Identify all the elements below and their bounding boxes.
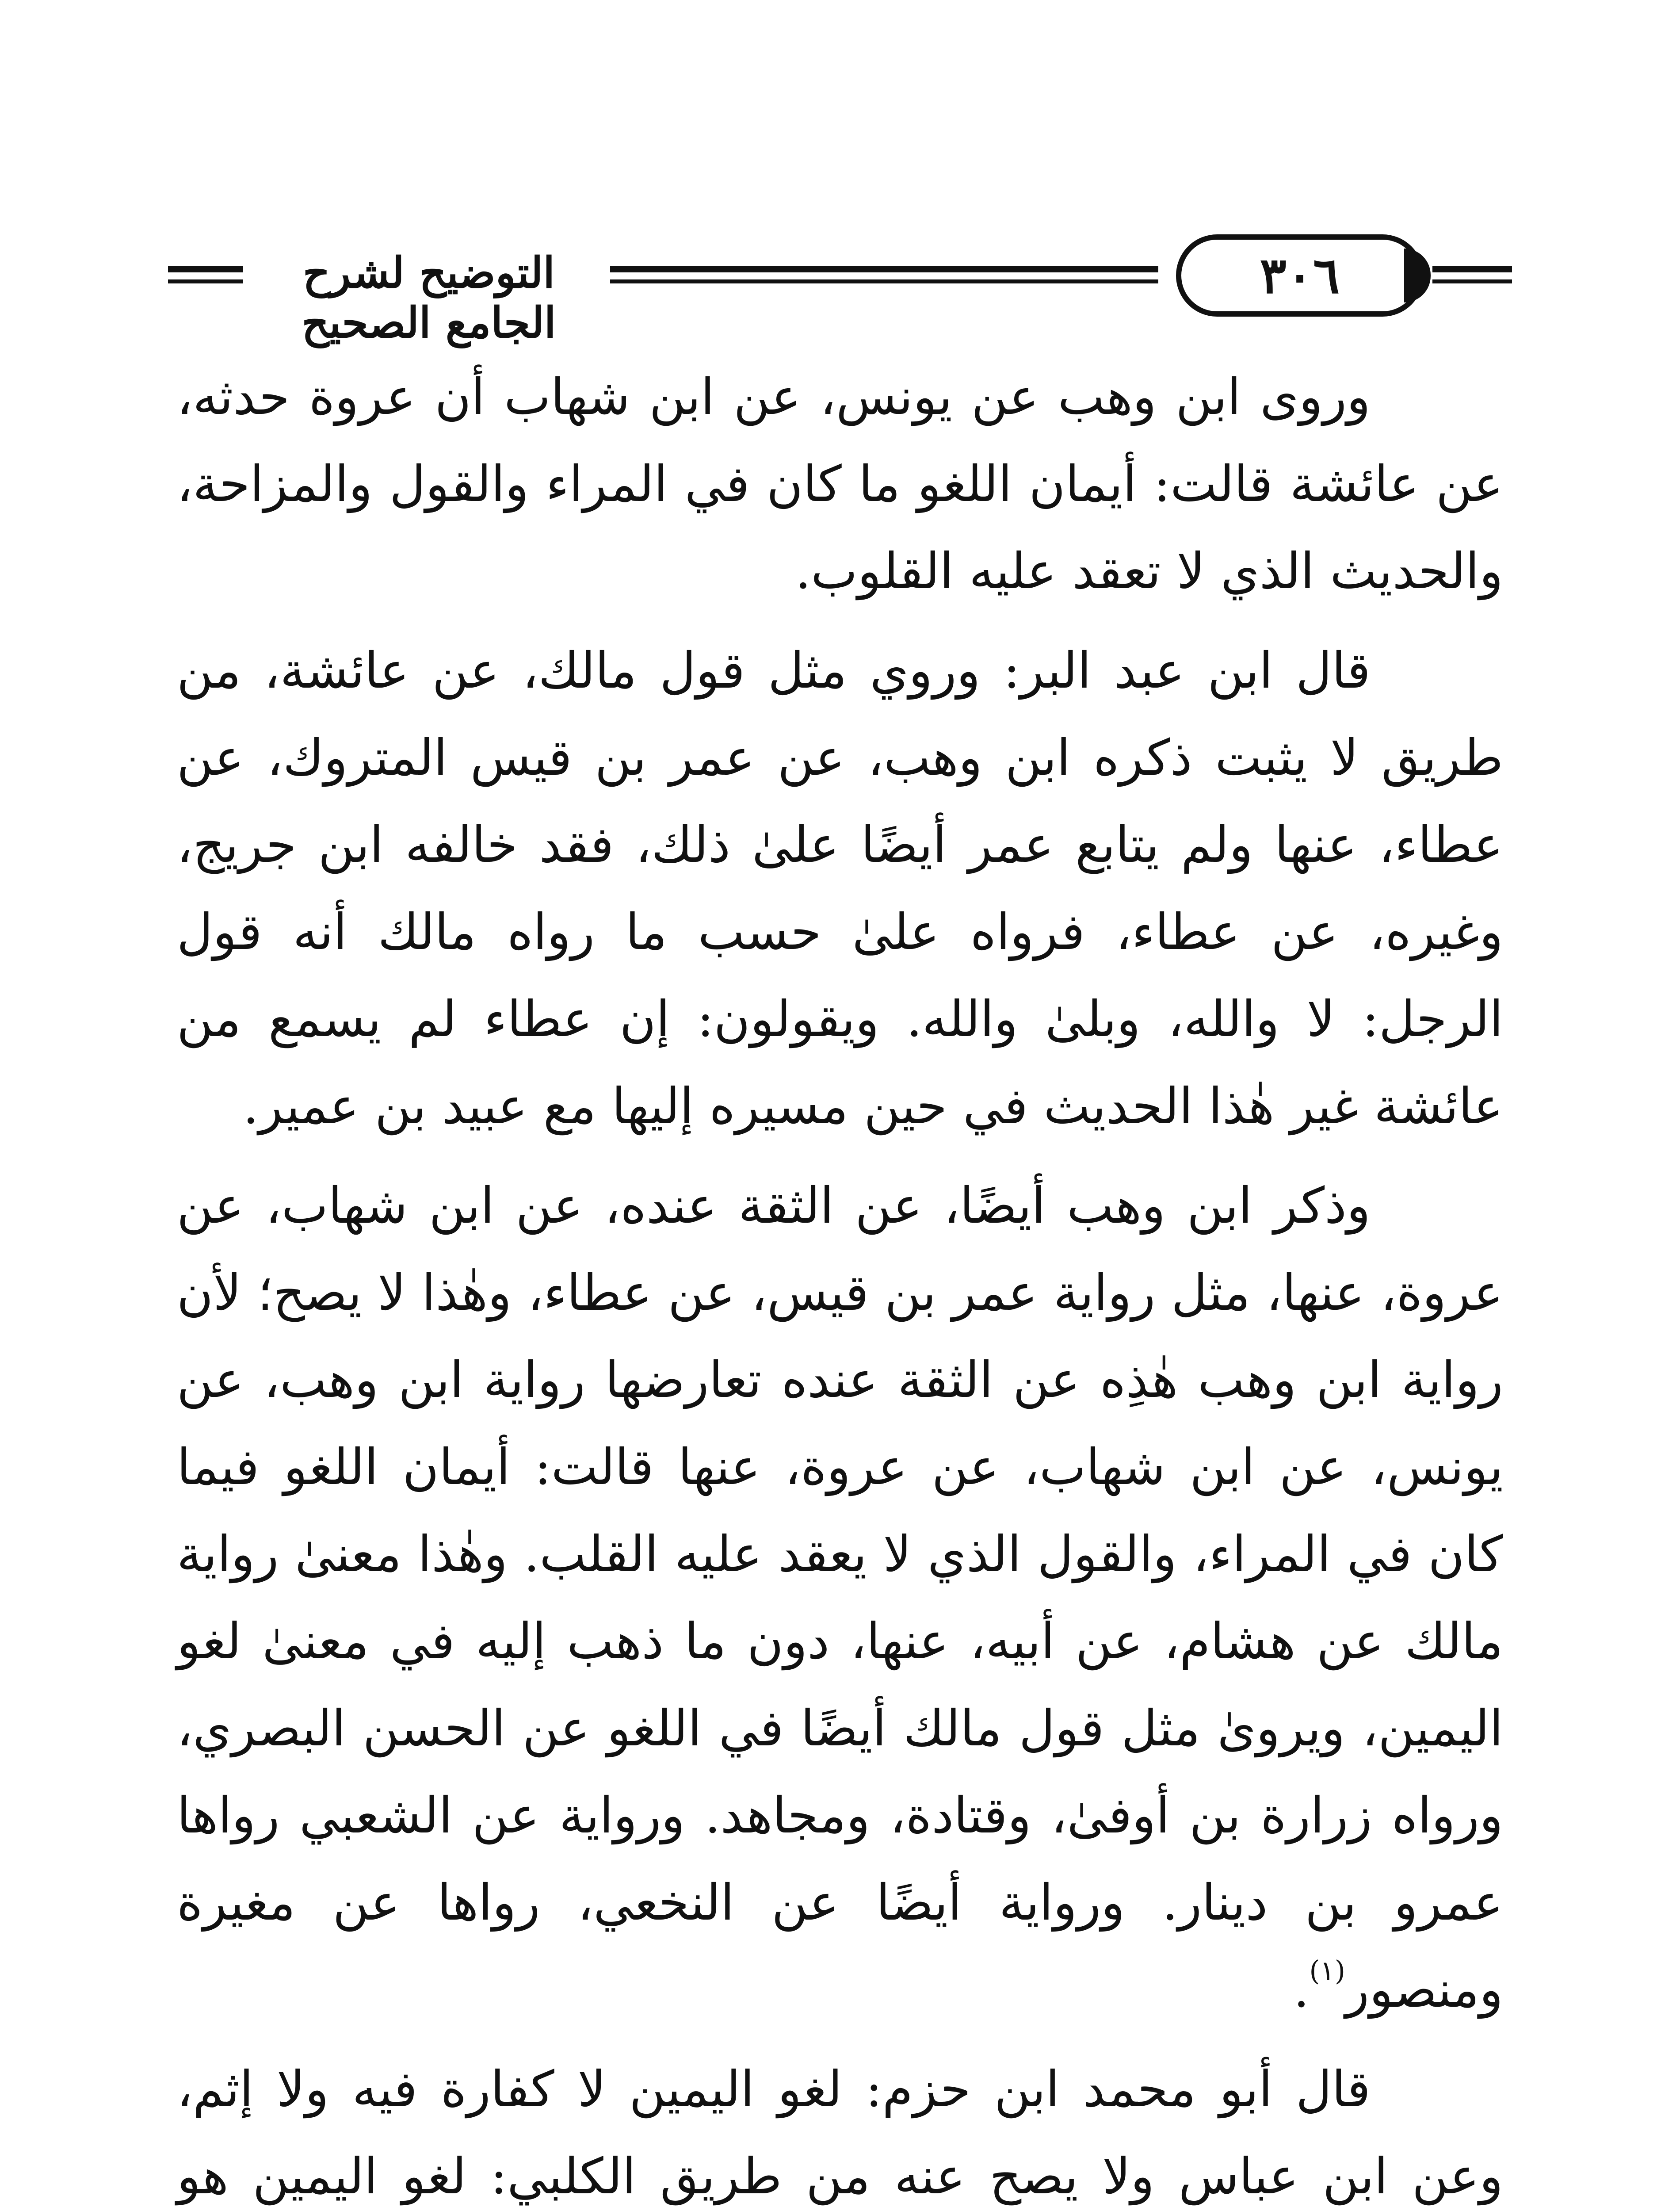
header-rule-left (168, 266, 243, 287)
header-rule-middle (610, 266, 1158, 287)
paragraph-1: وروى ابن وهب عن يونس، عن ابن شهاب أن عروة حدثه، عن عائشة قالت: أيمان اللغو ما كان في المراء والقول والمزاحة، والحديث الذي لا تعقد عليه القلوب. (177, 368, 1503, 600)
running-header (168, 230, 1512, 348)
book-title: التوضيح لشرح الجامع الصحيح (302, 248, 556, 348)
paragraph-3: وذكر ابن وهب أيضًا، عن الثقة عنده، عن ابن شهاب، عن عروة، عنها، مثل رواية عمر بن قيس، عن عطاء، وهٰذا لا يصح؛ لأن رواية ابن وهب هٰذِه عن الثقة عنده تعارضها رواية ابن وهب، عن يونس، عن ابن شهاب، عن عروة، عنها قالت: أيمان اللغو فيما كان في المراء، والقول الذي لا يعقد عليه القلب. وهٰذا معنىٰ رواية مالك عن هشام، عن أبيه، عنها، دون ما ذهب إليه في معنىٰ لغو اليمين، ويروىٰ مثل قول مالك أيضًا في اللغو عن الحسن البصري، ورواه زرارة بن أوفىٰ، وقتادة، ومجاهد. ورواية عن الشعبي رواها عمرو بن دينار. ورواية أيضًا عن النخعي، رواها عن مغيرة ومنصور$^{(١)}$. (177, 1177, 1504, 2019)
header-rule-right (1432, 266, 1512, 287)
page-number: ٣٠٦ (1260, 246, 1340, 305)
footnote-ref-1: (١) (1309, 1955, 1346, 1987)
paragraph-2: قال ابن عبد البر: وروي مثل قول مالك، عن عائشة، من طريق لا يثبت ذكره ابن وهب، عن عمر بن قيس المتروك، عن عطاء، عنها ولم يتابع عمر أيضًا علىٰ ذلك، فقد خالفه ابن جريج، وغيره، عن عطاء، فرواه علىٰ حسب ما رواه مالك أنه قول الرجل: لا والله، وبلىٰ والله. ويقولون: إن عطاء لم يسمع من عائشة غير هٰذا الحديث في حين مسيره إليها مع عبيد بن عمير. (177, 642, 1504, 1135)
end-punctuation: . (1293, 1961, 1310, 2019)
main-text (177, 354, 1503, 2211)
paragraph-4: قال أبو محمد ابن حزم: لغو اليمين لا كفارة فيه ولا إثم، وعن ابن عباس ولا يصح عنه من طريق الكلبي: لغو اليمين هو (177, 2061, 1503, 2205)
page-number-badge (1176, 234, 1424, 317)
